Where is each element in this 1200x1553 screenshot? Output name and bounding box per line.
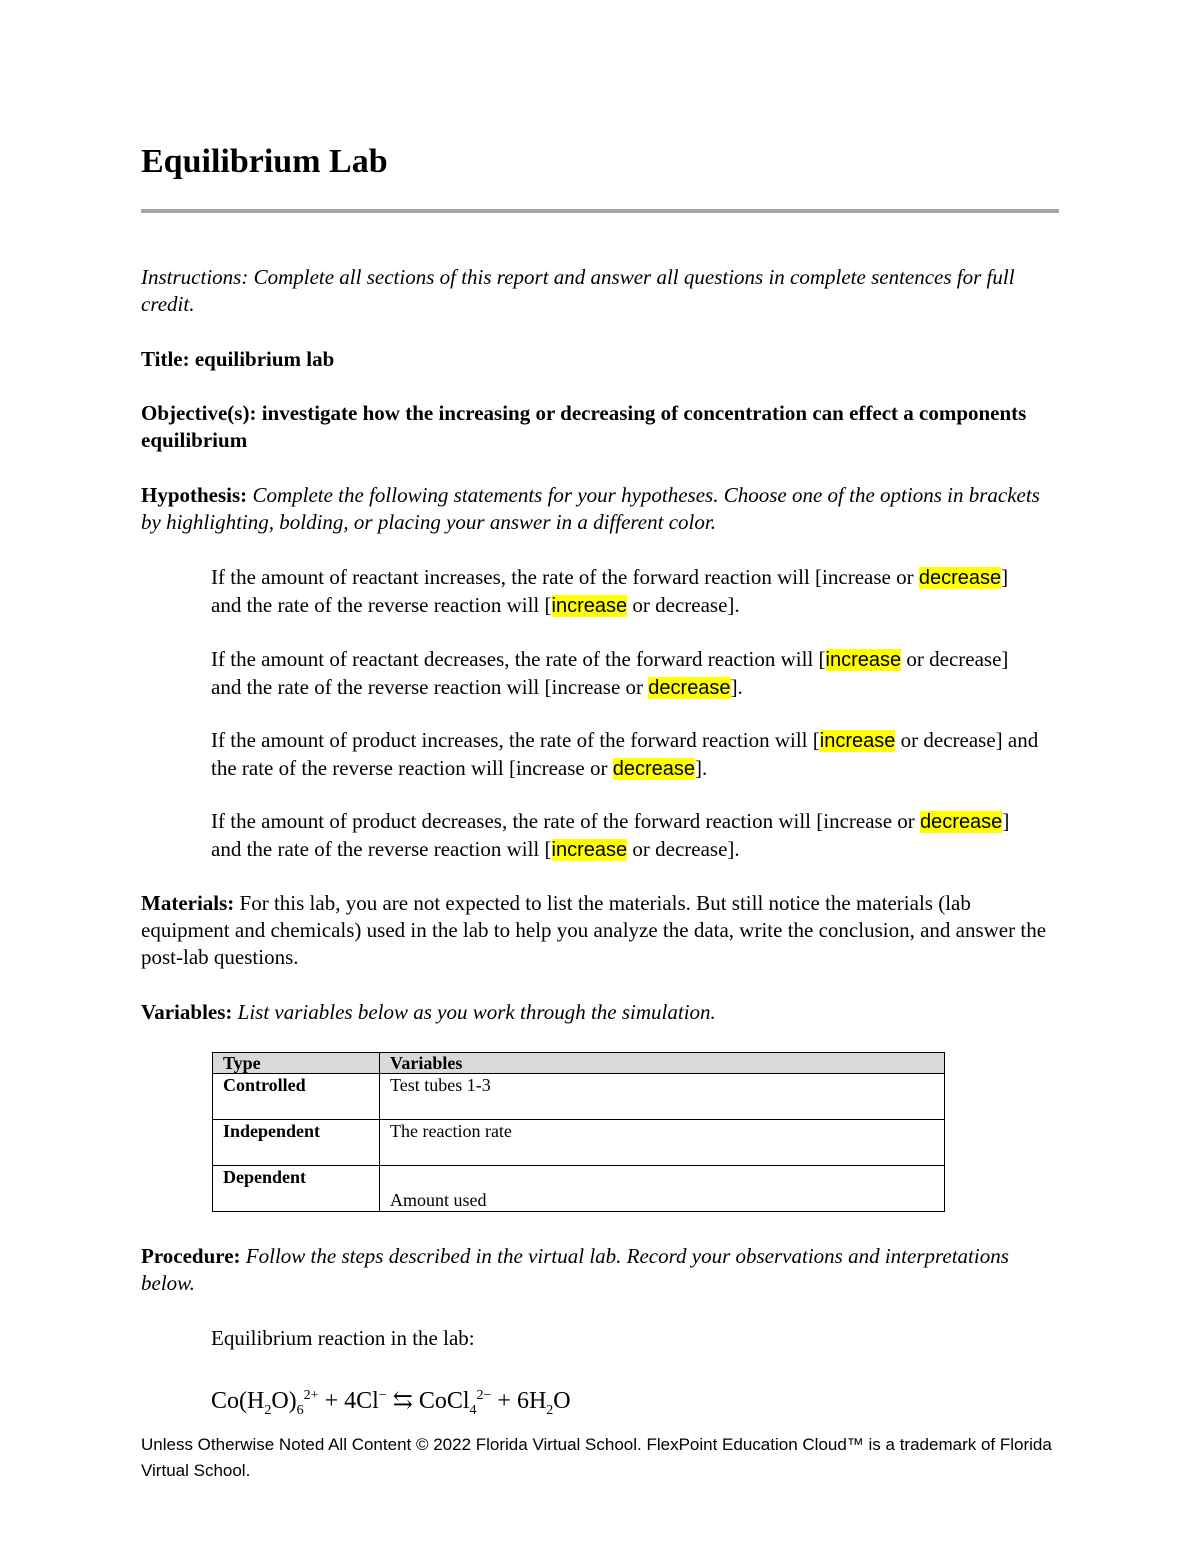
hypothesis-prompt: Complete the following statements for your hypotheses. Choose one of the options in brackets by highlighting, bolding, or placing your answer in a different color. xyxy=(141,483,1040,534)
variable-value-cell[interactable]: Test tubes 1-3 xyxy=(380,1074,945,1120)
highlighted-choice: decrease xyxy=(612,758,695,780)
eq-part: + 6H xyxy=(491,1388,547,1414)
eq-part: Co(H xyxy=(211,1388,265,1414)
statement-text: If the amount of product increases, the rate of the forward reaction will [ xyxy=(211,728,820,752)
instructions-text: Instructions: Complete all sections of this report and answer all questions in complete sentences for full credit. xyxy=(141,265,1015,316)
eq-part: O xyxy=(553,1388,571,1414)
highlighted-choice: increase xyxy=(551,839,628,861)
reaction-label: Equilibrium reaction in the lab: xyxy=(211,1326,475,1350)
statement-text: If the amount of product decreases, the rate of the forward reaction will [increase or xyxy=(211,809,921,833)
copyright-footer: Unless Otherwise Noted All Content © 2022 Florida Virtual School. FlexPoint Education Cloud™ is a trademark of Florida Virtual School. xyxy=(141,1435,1052,1480)
table-header-row xyxy=(213,1053,945,1074)
highlighted-choice: decrease xyxy=(648,677,731,699)
column-header-variables: Variables xyxy=(380,1053,945,1074)
chemical-equation xyxy=(211,1380,571,1427)
statement-text: or decrease]. xyxy=(627,593,740,617)
statement-text: ]. xyxy=(730,675,743,699)
variable-type-cell: Controlled xyxy=(213,1074,380,1120)
materials-label: Materials: xyxy=(141,891,235,915)
highlighted-choice: increase xyxy=(819,730,896,752)
procedure-label: Procedure: xyxy=(141,1244,241,1268)
table-row xyxy=(213,1120,945,1166)
hypothesis-statement xyxy=(211,564,1041,620)
variable-type-cell: Independent xyxy=(213,1120,380,1166)
title-label: Title: xyxy=(141,347,190,371)
variable-value-cell[interactable]: Amount used xyxy=(380,1166,945,1212)
eq-superscript: 2− xyxy=(476,1388,492,1403)
eq-superscript: 2+ xyxy=(303,1388,319,1403)
eq-part: CoCl xyxy=(418,1388,470,1414)
statement-text: or decrease] and the rate of the reverse reaction will [increase or xyxy=(211,647,1009,699)
column-header-type: Type xyxy=(213,1053,380,1074)
variables-label: Variables: xyxy=(141,1000,233,1024)
eq-subscript: 6 xyxy=(296,1402,304,1418)
objective-label: Objective(s): xyxy=(141,401,257,425)
variables-line xyxy=(141,999,1061,1026)
statement-text: If the amount of reactant increases, the rate of the forward reaction will [increase or xyxy=(211,565,919,589)
highlighted-choice: decrease xyxy=(918,567,1002,589)
statement-text: If the amount of reactant decreases, the rate of the forward reaction will [ xyxy=(211,647,826,671)
statement-text: or decrease] and the rate of the reverse reaction will [increase or xyxy=(211,728,1039,780)
hypothesis-statement xyxy=(211,808,1041,864)
variable-type-cell: Dependent xyxy=(213,1166,380,1212)
document-title: Equilibrium Lab xyxy=(141,143,388,180)
title-line xyxy=(141,346,1061,373)
hypothesis-label: Hypothesis: xyxy=(141,483,248,507)
highlighted-choice: increase xyxy=(551,595,628,617)
eq-subscript: 2 xyxy=(264,1402,272,1418)
variables-table xyxy=(212,1052,945,1212)
statement-text: or decrease]. xyxy=(627,837,740,861)
eq-superscript: − xyxy=(378,1388,387,1403)
objective-line xyxy=(141,400,1061,454)
highlighted-choice: decrease xyxy=(920,811,1003,833)
procedure-prompt: Follow the steps described in the virtual lab. Record your observations and interpretations below. xyxy=(141,1244,1009,1295)
eq-subscript: 2 xyxy=(546,1402,554,1418)
hypothesis-line xyxy=(141,482,1061,536)
procedure-line xyxy=(141,1243,1061,1297)
hypothesis-statement xyxy=(211,727,1041,783)
highlighted-choice: increase xyxy=(825,649,902,671)
title-value: equilibrium lab xyxy=(194,347,335,371)
variables-prompt: List variables below as you work through the simulation. xyxy=(237,1000,716,1024)
table-row xyxy=(213,1166,945,1212)
table-row xyxy=(213,1074,945,1120)
objective-value: investigate how the increasing or decreasing of concentration can effect a components equilibrium xyxy=(141,401,1027,452)
materials-text: For this lab, you are not expected to list the materials. But still notice the materials (lab equipment and chemicals) used in the lab to help you analyze the data, write the conclusion, and answer the post-lab questions. xyxy=(141,891,1047,969)
title-divider xyxy=(141,209,1059,213)
variable-value-cell[interactable]: The reaction rate xyxy=(380,1120,945,1166)
eq-part: + 4Cl xyxy=(318,1388,379,1414)
materials-line xyxy=(141,890,1061,971)
equilibrium-arrow-icon: ⇆ xyxy=(386,1388,419,1414)
statement-text: ] and the rate of the reverse reaction will [ xyxy=(211,565,1009,617)
eq-subscript: 4 xyxy=(469,1402,477,1418)
statement-text: ] and the rate of the reverse reaction will [ xyxy=(211,809,1010,861)
statement-text: ]. xyxy=(695,756,708,780)
hypothesis-statement xyxy=(211,646,1041,702)
eq-part: O) xyxy=(271,1388,297,1414)
